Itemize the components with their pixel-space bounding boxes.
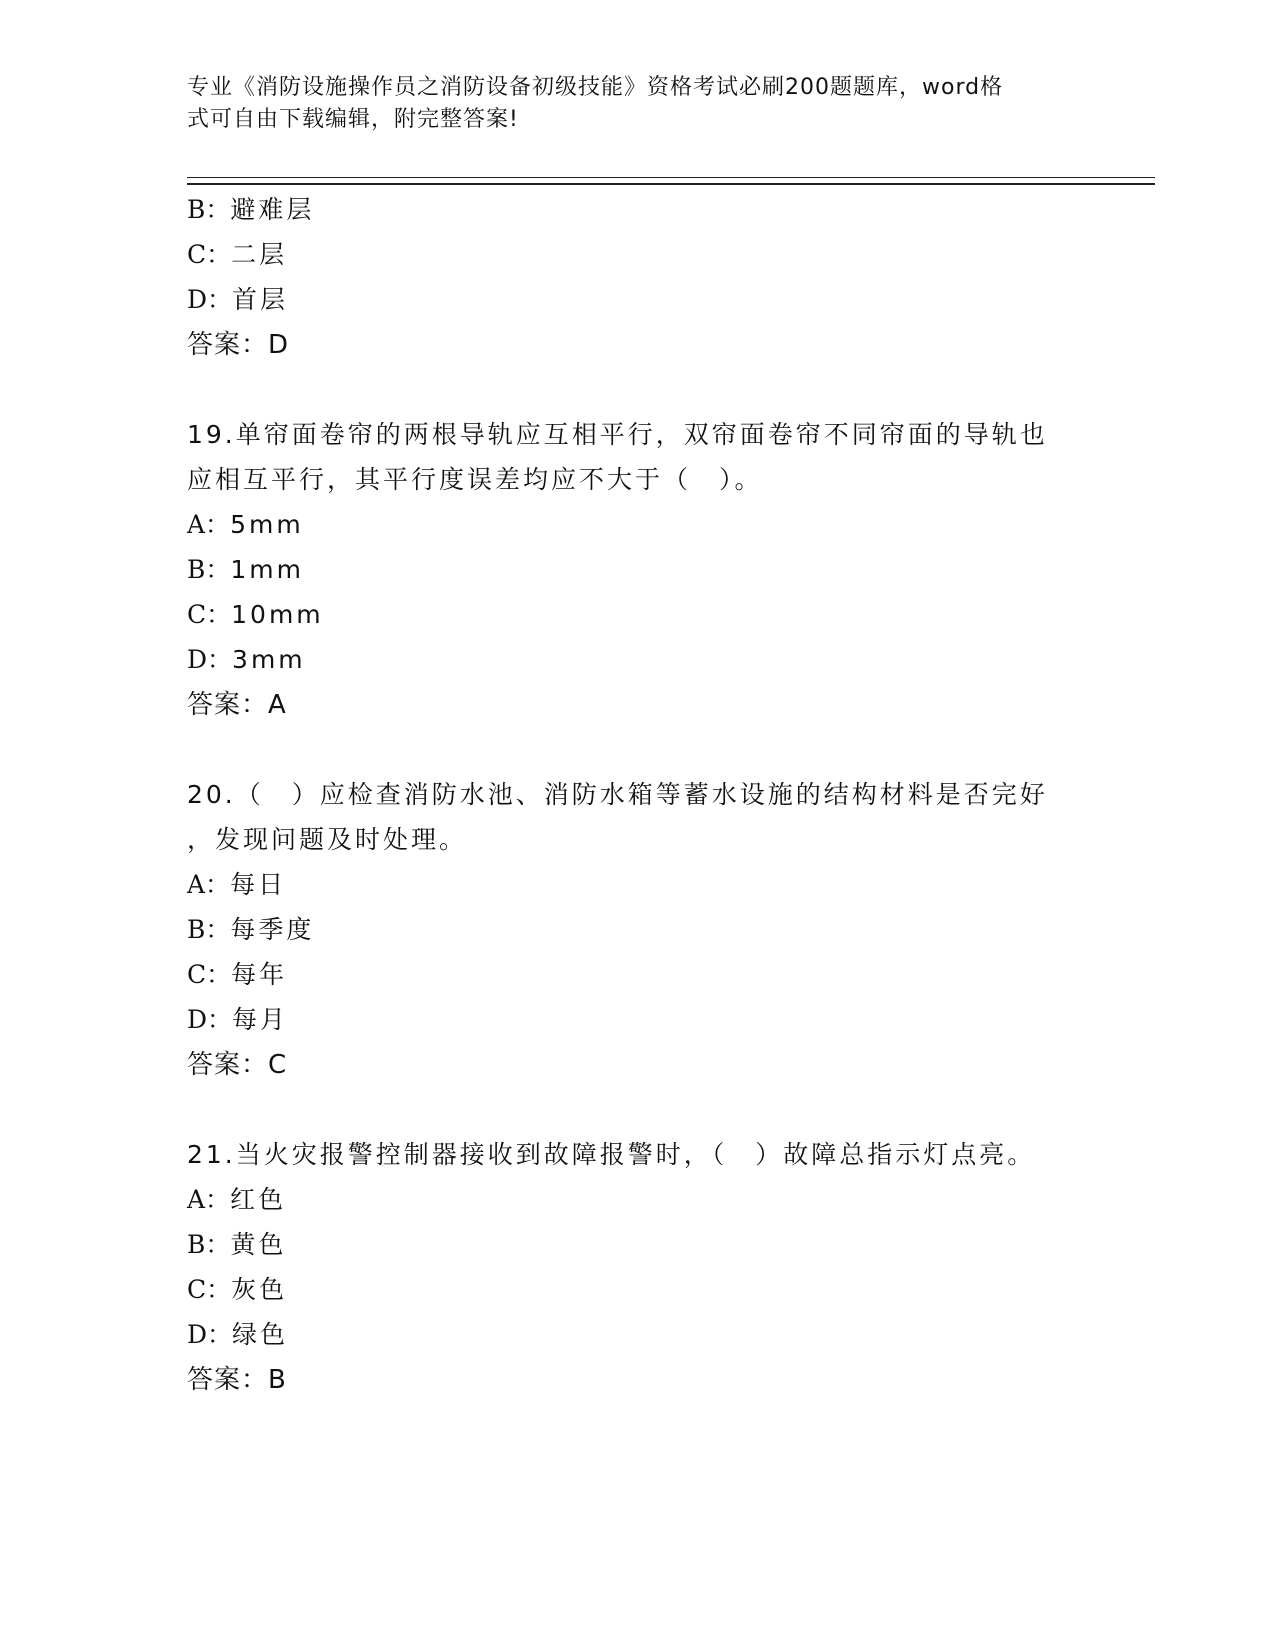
option-text: 每季度 xyxy=(230,915,315,944)
option-text: 每日 xyxy=(230,870,287,899)
option-text: 黄色 xyxy=(230,1230,287,1259)
option-letter: C： xyxy=(187,600,232,629)
option-b xyxy=(187,913,314,947)
option-text: 5mm xyxy=(230,510,304,539)
option-letter: B： xyxy=(187,1230,231,1259)
option-text: 1mm xyxy=(230,555,304,584)
option-text: 首层 xyxy=(232,285,289,314)
option-letter: D： xyxy=(187,285,233,314)
option-c xyxy=(187,958,287,992)
question-21-stem-line-1: 21.当火灾报警控制器接收到故障报警时，（ ）故障总指示灯点亮。 xyxy=(187,1140,1036,1169)
option-c xyxy=(187,238,287,272)
option-c xyxy=(187,598,324,632)
option-b xyxy=(187,553,304,587)
option-text: 3mm xyxy=(232,645,306,674)
answer-line: 答案：B xyxy=(187,1365,287,1395)
header-divider xyxy=(187,177,1155,185)
question-20-stem-line-2: ，发现问题及时处理。 xyxy=(187,825,468,854)
option-letter: A： xyxy=(187,510,231,539)
option-letter: B： xyxy=(187,555,231,584)
option-letter: B： xyxy=(187,195,231,224)
option-letter: D： xyxy=(187,1320,233,1349)
option-b xyxy=(187,193,314,227)
option-text: 避难层 xyxy=(230,195,315,224)
header-line-2: 式可自由下载编辑，附完整答案! xyxy=(187,107,519,132)
option-a xyxy=(187,1183,286,1217)
option-letter: C： xyxy=(187,240,232,269)
option-text: 绿色 xyxy=(232,1320,289,1349)
option-letter: A： xyxy=(187,1185,231,1214)
option-a xyxy=(187,868,286,902)
option-text: 二层 xyxy=(231,240,288,269)
answer-line: 答案：C xyxy=(187,1050,288,1080)
option-a xyxy=(187,508,304,542)
option-d xyxy=(187,643,306,677)
option-d xyxy=(187,1318,288,1352)
option-text: 每年 xyxy=(231,960,288,989)
answer-line: 答案：D xyxy=(187,330,290,360)
option-letter: D： xyxy=(187,645,233,674)
header-line-1: 专业《消防设施操作员之消防设备初级技能》资格考试必刷200题题库，word格 xyxy=(187,75,1004,100)
document-header xyxy=(187,72,1067,136)
question-20-stem-line-1: 20.（ ）应检查消防水池、消防水箱等蓄水设施的结构材料是否完好 xyxy=(187,780,1048,809)
question-19-stem-line-2: 应相互平行，其平行度误差均应不大于（ ）。 xyxy=(187,465,763,494)
option-text: 10mm xyxy=(231,600,324,629)
option-letter: C： xyxy=(187,960,232,989)
option-text: 每月 xyxy=(232,1005,289,1034)
option-text: 红色 xyxy=(230,1185,287,1214)
option-b xyxy=(187,1228,286,1262)
option-letter: D： xyxy=(187,1005,233,1034)
option-letter: A： xyxy=(187,870,231,899)
answer-line: 答案：A xyxy=(187,690,287,720)
option-c xyxy=(187,1273,287,1307)
option-d xyxy=(187,283,288,317)
option-letter: C： xyxy=(187,1275,232,1304)
option-letter: B： xyxy=(187,915,231,944)
option-text: 灰色 xyxy=(231,1275,288,1304)
question-19-stem-line-1: 19.单帘面卷帘的两根导轨应互相平行，双帘面卷帘不同帘面的导轨也 xyxy=(187,420,1048,449)
option-d xyxy=(187,1003,288,1037)
